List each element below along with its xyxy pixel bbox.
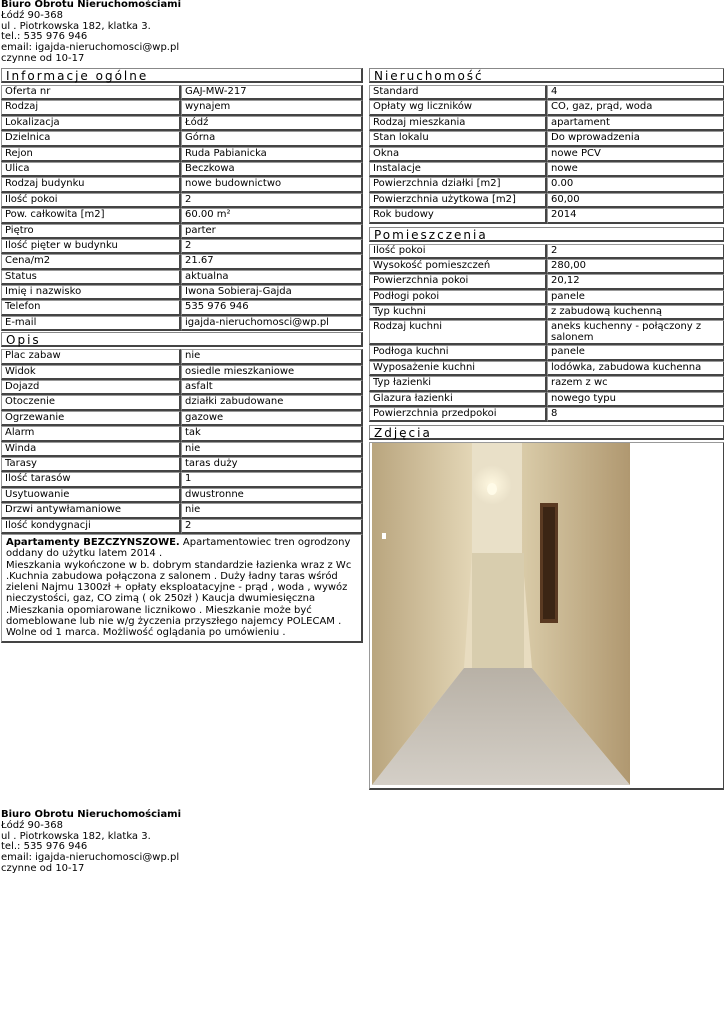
opis-label: Otoczenie: [1, 395, 181, 410]
opis-value: nie: [181, 503, 363, 518]
opis-row: [1, 395, 363, 410]
opis-value: gazowe: [181, 411, 363, 426]
general-label: Ilość pięter w budynku: [1, 239, 181, 254]
general-row: [1, 316, 363, 331]
section-general-title: Informacje ogólne: [1, 68, 363, 83]
pomieszczenia-label: Typ kuchni: [369, 305, 547, 320]
general-label: Dzielnica: [1, 131, 181, 146]
general-row: [1, 193, 363, 208]
left-column: [1, 68, 363, 643]
agency-email: email: igajda-nieruchomosci@wp.pl: [1, 42, 180, 54]
pomieszczenia-row: [369, 290, 724, 305]
nieruchomosc-row: [369, 85, 724, 100]
opis-row: [1, 349, 363, 364]
nieruchomosc-label: Opłaty wg liczników: [369, 100, 547, 115]
nieruchomosc-label: Instalacje: [369, 162, 547, 177]
pomieszczenia-label: Glazura łazienki: [369, 392, 547, 407]
nieruchomosc-value: nowe: [547, 162, 724, 177]
general-value: nowe budownictwo: [181, 177, 363, 192]
opis-label: Ilość tarasów: [1, 472, 181, 487]
pomieszczenia-value: aneks kuchenny - połączony z salonem: [547, 320, 724, 345]
opis-label: Widok: [1, 365, 181, 380]
opis-row: [1, 442, 363, 457]
opis-value: dwustronne: [181, 488, 363, 503]
general-label: Lokalizacja: [1, 116, 181, 131]
general-value: parter: [181, 224, 363, 239]
general-label: Ilość pokoi: [1, 193, 181, 208]
opis-row: [1, 380, 363, 395]
nieruchomosc-label: Powierzchnia działki [m2]: [369, 177, 547, 192]
opis-value: asfalt: [181, 380, 363, 395]
opis-value: nie: [181, 442, 363, 457]
description: [1, 534, 363, 643]
opis-value: 1: [181, 472, 363, 487]
pomieszczenia-row: [369, 376, 724, 391]
general-row: [1, 300, 363, 315]
general-label: Telefon: [1, 300, 181, 315]
general-value: 535 976 946: [181, 300, 363, 315]
pomieszczenia-label: Podłoga kuchni: [369, 345, 547, 360]
opis-label: Winda: [1, 442, 181, 457]
opis-value: tak: [181, 426, 363, 441]
opis-row: [1, 503, 363, 518]
opis-row: [1, 426, 363, 441]
corridor-photo[interactable]: [372, 443, 630, 785]
opis-label: Ogrzewanie: [1, 411, 181, 426]
section-nieruchomosc-title: Nieruchomość: [369, 68, 724, 83]
nieruchomosc-row: [369, 208, 724, 223]
photo-frame: [369, 442, 724, 790]
pomieszczenia-row: [369, 305, 724, 320]
agency-phone-footer: tel.: 535 976 946: [1, 841, 88, 853]
agency-name: Biuro Obrotu Nieruchomościami: [1, 0, 182, 10]
opis-label: Plac zabaw: [1, 349, 181, 364]
nieruchomosc-row: [369, 177, 724, 192]
pomieszczenia-label: Wyposażenie kuchni: [369, 361, 547, 376]
general-row: [1, 131, 363, 146]
general-value: 2: [181, 239, 363, 254]
general-label: Rodzaj budynku: [1, 177, 181, 192]
general-label: Oferta nr: [1, 85, 181, 100]
pomieszczenia-row: [369, 320, 724, 345]
opis-value: taras duży: [181, 457, 363, 472]
pomieszczenia-table: [369, 244, 724, 423]
general-value: igajda-nieruchomosci@wp.pl: [181, 316, 363, 331]
description-bold: Apartamenty BEZCZYNSZOWE.: [6, 536, 180, 548]
general-row: [1, 162, 363, 177]
opis-row: [1, 488, 363, 503]
nieruchomosc-label: Okna: [369, 147, 547, 162]
pomieszczenia-row: [369, 392, 724, 407]
pomieszczenia-label: Rodzaj kuchni: [369, 320, 547, 345]
description-text: Apartamentowiec tren ogrodzony oddany do użytku latem 2014 . Mieszkania wykończone w b. dobrym standardzie łazienka wraz z Wc .Kuchnia zabudowa połączona z salonem . Duży ładny taras wśród zieleni Najmu 1300zł + opłaty eksploatacyjne - prąd , woda , wywóz nieczystości, gaz, CO zimą ( ok 250zł ) Kaucja dwumiesięczna .Mieszkania opomiarowane licznikowo . Mieszkanie może być domeblowane lub nie w/g życzenia przyszłego najemcy POLECAM . Wolne od 1 marca. Możliwość oglądania po umówieniu .: [6, 536, 352, 639]
nieruchomosc-label: Rodzaj mieszkania: [369, 116, 547, 131]
pomieszczenia-label: Typ łazienki: [369, 376, 547, 391]
agency-street-footer: ul . Piotrkowska 182, klatka 3.: [1, 830, 151, 842]
nieruchomosc-row: [369, 131, 724, 146]
nieruchomosc-table: [369, 85, 724, 224]
general-label: Ulica: [1, 162, 181, 177]
opis-label: Usytuowanie: [1, 488, 181, 503]
nieruchomosc-label: Rok budowy: [369, 208, 547, 223]
nieruchomosc-value: 2014: [547, 208, 724, 223]
nieruchomosc-label: Powierzchnia użytkowa [m2]: [369, 193, 547, 208]
pomieszczenia-value: panele: [547, 290, 724, 305]
opis-row: [1, 365, 363, 380]
general-row: [1, 100, 363, 115]
pomieszczenia-label: Podłogi pokoi: [369, 290, 547, 305]
agency-street: ul . Piotrkowska 182, klatka 3.: [1, 20, 151, 32]
pomieszczenia-value: razem z wc: [547, 376, 724, 391]
pomieszczenia-value: 2: [547, 244, 724, 259]
opis-label: Alarm: [1, 426, 181, 441]
nieruchomosc-value: 60,00: [547, 193, 724, 208]
pomieszczenia-value: lodówka, zabudowa kuchenna: [547, 361, 724, 376]
pomieszczenia-row: [369, 274, 724, 289]
general-value: Łódź: [181, 116, 363, 131]
general-label: Rodzaj: [1, 100, 181, 115]
general-row: [1, 239, 363, 254]
general-row: [1, 270, 363, 285]
nieruchomosc-value: 0.00: [547, 177, 724, 192]
general-row: [1, 116, 363, 131]
agency-phone: tel.: 535 976 946: [1, 31, 88, 43]
general-value: 21.67: [181, 254, 363, 269]
agency-hours: czynne od 10-17: [1, 52, 85, 64]
section-opis-title: Opis: [1, 332, 363, 347]
nieruchomosc-value: 4: [547, 85, 724, 100]
pomieszczenia-row: [369, 259, 724, 274]
pomieszczenia-value: panele: [547, 345, 724, 360]
general-row: [1, 208, 363, 223]
general-value: wynajem: [181, 100, 363, 115]
pomieszczenia-label: Powierzchnia pokoi: [369, 274, 547, 289]
general-value: GAJ-MW-217: [181, 85, 363, 100]
right-column: [369, 68, 724, 790]
pomieszczenia-row: [369, 407, 724, 422]
pomieszczenia-row: [369, 361, 724, 376]
general-value: Górna: [181, 131, 363, 146]
general-value: Ruda Pabianicka: [181, 147, 363, 162]
opis-row: [1, 472, 363, 487]
general-value: 2: [181, 193, 363, 208]
agency-header: [1, 0, 181, 65]
opis-label: Drzwi antywłamaniowe: [1, 503, 181, 518]
pomieszczenia-row: [369, 244, 724, 259]
general-row: [1, 85, 363, 100]
opis-row: [1, 519, 363, 534]
opis-label: Tarasy: [1, 457, 181, 472]
pomieszczenia-value: 8: [547, 407, 724, 422]
nieruchomosc-label: Stan lokalu: [369, 131, 547, 146]
general-label: Rejon: [1, 147, 181, 162]
general-value: aktualna: [181, 270, 363, 285]
general-table: [1, 85, 363, 331]
nieruchomosc-value: Do wprowadzenia: [547, 131, 724, 146]
pomieszczenia-value: 280,00: [547, 259, 724, 274]
opis-row: [1, 411, 363, 426]
general-row: [1, 285, 363, 300]
general-value: Iwona Sobieraj-Gajda: [181, 285, 363, 300]
general-row: [1, 254, 363, 269]
nieruchomosc-row: [369, 193, 724, 208]
opis-table: [1, 349, 363, 534]
general-value: 60.00 m²: [181, 208, 363, 223]
pomieszczenia-label: Ilość pokoi: [369, 244, 547, 259]
pomieszczenia-value: z zabudową kuchenną: [547, 305, 724, 320]
section-zdjecia-title: Zdjęcia: [369, 425, 724, 440]
general-label: Piętro: [1, 224, 181, 239]
section-pomieszczenia-title: Pomieszczenia: [369, 227, 724, 242]
general-label: E-mail: [1, 316, 181, 331]
general-label: Cena/m2: [1, 254, 181, 269]
general-label: Status: [1, 270, 181, 285]
agency-city: Łódź 90-368: [1, 9, 63, 21]
agency-name-footer: Biuro Obrotu Nieruchomościami: [1, 809, 182, 820]
nieruchomosc-value: apartament: [547, 116, 724, 131]
nieruchomosc-row: [369, 162, 724, 177]
general-row: [1, 147, 363, 162]
opis-value: działki zabudowane: [181, 395, 363, 410]
general-value: Beczkowa: [181, 162, 363, 177]
general-row: [1, 224, 363, 239]
opis-value: nie: [181, 349, 363, 364]
pomieszczenia-row: [369, 345, 724, 360]
pomieszczenia-label: Powierzchnia przedpokoi: [369, 407, 547, 422]
opis-row: [1, 457, 363, 472]
nieruchomosc-row: [369, 116, 724, 131]
pomieszczenia-value: 20,12: [547, 274, 724, 289]
agency-email-footer: email: igajda-nieruchomosci@wp.pl: [1, 852, 180, 864]
nieruchomosc-value: CO, gaz, prąd, woda: [547, 100, 724, 115]
general-label: Pow. całkowita [m2]: [1, 208, 181, 223]
opis-label: Dojazd: [1, 380, 181, 395]
nieruchomosc-label: Standard: [369, 85, 547, 100]
nieruchomosc-value: nowe PCV: [547, 147, 724, 162]
agency-city-footer: Łódź 90-368: [1, 819, 63, 831]
opis-value: 2: [181, 519, 363, 534]
general-row: [1, 177, 363, 192]
pomieszczenia-value: nowego typu: [547, 392, 724, 407]
pomieszczenia-label: Wysokość pomieszczeń: [369, 259, 547, 274]
general-label: Imię i nazwisko: [1, 285, 181, 300]
nieruchomosc-row: [369, 100, 724, 115]
opis-value: osiedle mieszkaniowe: [181, 365, 363, 380]
agency-hours-footer: czynne od 10-17: [1, 862, 85, 874]
nieruchomosc-row: [369, 147, 724, 162]
opis-label: Ilość kondygnacji: [1, 519, 181, 534]
agency-footer: [1, 810, 181, 875]
